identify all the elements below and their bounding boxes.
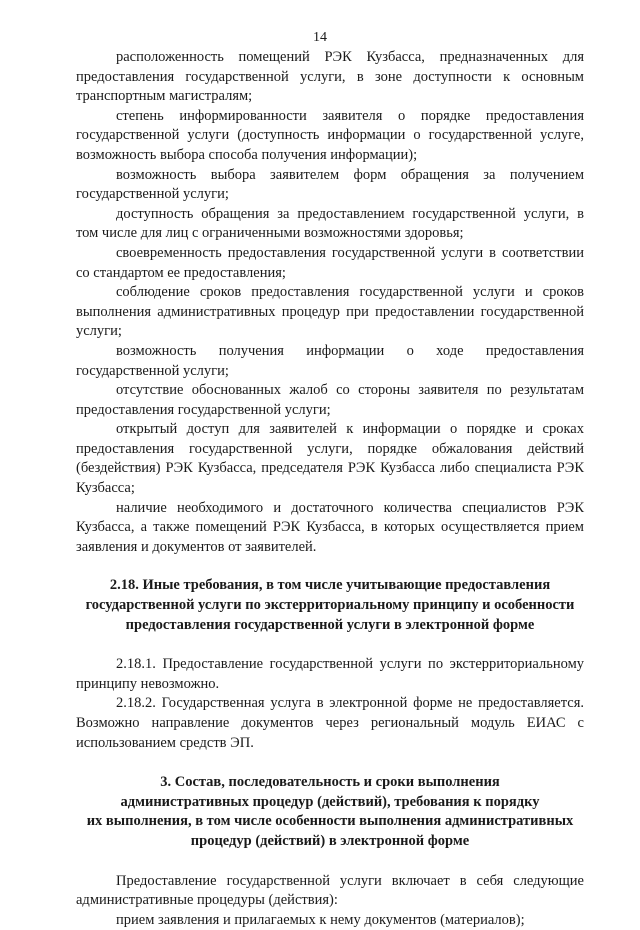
heading-line: 3. Состав, последовательность и сроки выполнения [160,774,500,791]
list-item: возможность получения информации о ходе предоставления государственной услуги; [76,342,584,379]
paragraph-2-18-1: 2.18.1. Предоставление государственной услуги по экстерриториальному принципу невозможно. [76,656,584,692]
list-item: открытый доступ для заявителей к информации о порядке и сроках предоставления государственной услуги, порядке обжалования действий (бездействия) РЭК Кузбасса, председателя РЭК Кузбасса либо специалиста РЭК Кузбасса; [76,421,584,497]
heading-line: административных процедур (действий), требования к порядку [120,793,540,810]
list-item: степень информированности заявителя о порядке предоставления государственной услуги (доступность информации о государственной услуге, возможность выбора способа получения информации); [76,107,584,163]
paragraph: Предоставление государственной услуги включает в себя следующие административные процедуры (действия): [76,872,584,909]
list-item: своевременность предоставления государственной услуги в соответствии со стандартом ее предоставления; [76,244,584,281]
paragraph: прием заявления и прилагаемых к нему документов (материалов); [116,911,525,928]
list-item: наличие необходимого и достаточного количества специалистов РЭК Кузбасса, а также помещений РЭК Кузбасса, в которых осуществляется прием заявления и документов от заявителей. [76,499,584,555]
page-number: 14 [313,30,327,45]
document-body [76,48,584,930]
paragraph-2-18-2: 2.18.2. Государственная услуга в электронной форме не предоставляется. Возможно направление документов через региональный модуль ЕИАС с использованием средств ЭП. [76,695,584,751]
section-heading-2-18 [76,576,584,635]
heading-line: предоставления государственной услуги в электронной форме [125,616,535,633]
list-item: доступность обращения за предоставлением государственной услуги, в том числе для лиц с ограниченными возможностями здоровья; [76,205,584,242]
heading-line: их выполнения, в том числе особенности выполнения административных [86,813,574,830]
heading-line: процедур (действий) в электронной форме [190,832,470,849]
quality-indicators-list [76,48,584,557]
heading-line: 2.18. Иные требования, в том числе учитывающие предоставления [109,577,551,594]
list-item: отсутствие обоснованных жалоб со стороны заявителя по результатам предоставления государственной услуги; [76,382,584,418]
section-heading-3 [76,773,584,851]
list-item: возможность выбора заявителем форм обращения за получением государственной услуги; [76,166,584,203]
list-item: соблюдение сроков предоставления государственной услуги и сроков выполнения административных процедур при предоставлении государственной услуги; [76,284,584,340]
list-item: расположенность помещений РЭК Кузбасса, предназначенных для предоставления государственной услуги, в зоне доступности к основным транспортным магистралям; [76,49,584,105]
heading-line: государственной услуги по экстерриториальному принципу и особенности [85,597,575,614]
